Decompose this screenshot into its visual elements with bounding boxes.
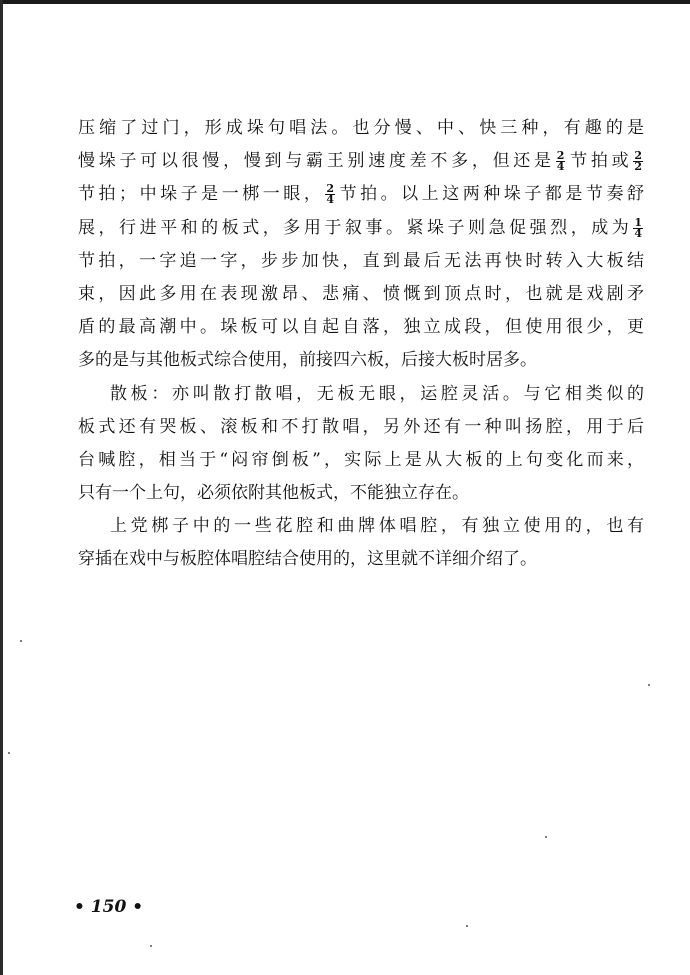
text-run: 台喊腔，相当于“闷帘倒板”，实际上是从大板的上句变化而来， — [78, 449, 644, 470]
fraction-numerator: 2 — [556, 149, 565, 163]
fraction-denominator: 2 — [634, 160, 643, 174]
text-line — [78, 212, 644, 245]
text-line — [78, 311, 644, 344]
page-left-edge — [0, 0, 3, 975]
text-run: 展，行进平和的板式，多用于叙事。紧垛子则急促强烈，成为 — [78, 217, 633, 238]
text-run: 节拍或 — [566, 151, 633, 172]
fraction-denominator: 4 — [326, 193, 335, 207]
time-signature-fraction — [633, 215, 643, 240]
text-line — [78, 510, 644, 543]
text-line — [78, 178, 644, 211]
time-signature-fraction — [325, 184, 335, 205]
page-top-edge — [0, 0, 690, 4]
text-line — [78, 344, 644, 377]
page-body-text — [78, 112, 644, 577]
text-run: 束，因此多用在表现激昂、悲痛、愤慨到顶点时，也就是戏剧矛 — [78, 283, 644, 304]
text-line — [78, 112, 644, 145]
fraction-numerator: 2 — [326, 182, 335, 196]
scan-speck — [20, 640, 22, 642]
text-line — [78, 278, 644, 311]
text-line — [78, 411, 644, 444]
text-run: 压缩了过门，形成垛句唱法。也分慢、中、快三种，有趣的是 — [78, 118, 644, 138]
scan-speck — [466, 925, 468, 927]
time-signature-fraction — [556, 151, 566, 172]
text-line — [78, 543, 644, 576]
text-run: 穿插在戏中与板腔体唱腔结合使用的，这里就不详细介绍了。 — [78, 549, 537, 570]
scan-speck — [648, 684, 650, 686]
text-run: 节拍。以上这两种垛子都是节奏舒 — [336, 184, 644, 205]
text-run: 慢垛子可以很慢，慢到与霸王别速度差不多，但还是 — [78, 151, 555, 172]
text-run: 盾的最高潮中。垛板可以自起自落，独立成段，但使用很少，更 — [78, 317, 644, 338]
text-run: 多的是与其他板式综合使用，前接四六板，后接大板时居多。 — [78, 350, 537, 371]
text-run: 只有一个上句，必须依附其他板式，不能独立存在。 — [78, 483, 469, 504]
text-line — [78, 378, 644, 411]
fraction-numerator: 2 — [634, 149, 643, 163]
text-line — [78, 245, 644, 278]
scan-speck — [8, 752, 10, 754]
text-run: 节拍，一字追一字，步步加快，直到最后无法再快时转入大板结 — [78, 250, 644, 271]
text-line — [78, 145, 644, 178]
scan-speck — [150, 945, 152, 947]
fraction-numerator: 1 — [634, 215, 642, 229]
scan-speck — [545, 836, 547, 838]
text-run: 散板：亦叫散打散唱，无板无眼，运腔灵活。与它相类似的 — [110, 383, 644, 404]
page-number: • 150 • — [74, 897, 144, 917]
time-signature-fraction — [633, 151, 643, 172]
text-run: 节拍；中垛子是一梆一眼， — [78, 184, 325, 205]
text-line — [78, 477, 644, 510]
fraction-denominator: 4 — [556, 160, 565, 174]
text-line — [78, 444, 644, 477]
text-run: 上党梆子中的一些花腔和曲牌体唱腔，有独立使用的，也有 — [110, 516, 644, 537]
fraction-denominator: 4 — [634, 226, 642, 240]
text-run: 板式还有哭板、滚板和不打散唱，另外还有一种叫扬腔，用于后 — [78, 416, 644, 437]
